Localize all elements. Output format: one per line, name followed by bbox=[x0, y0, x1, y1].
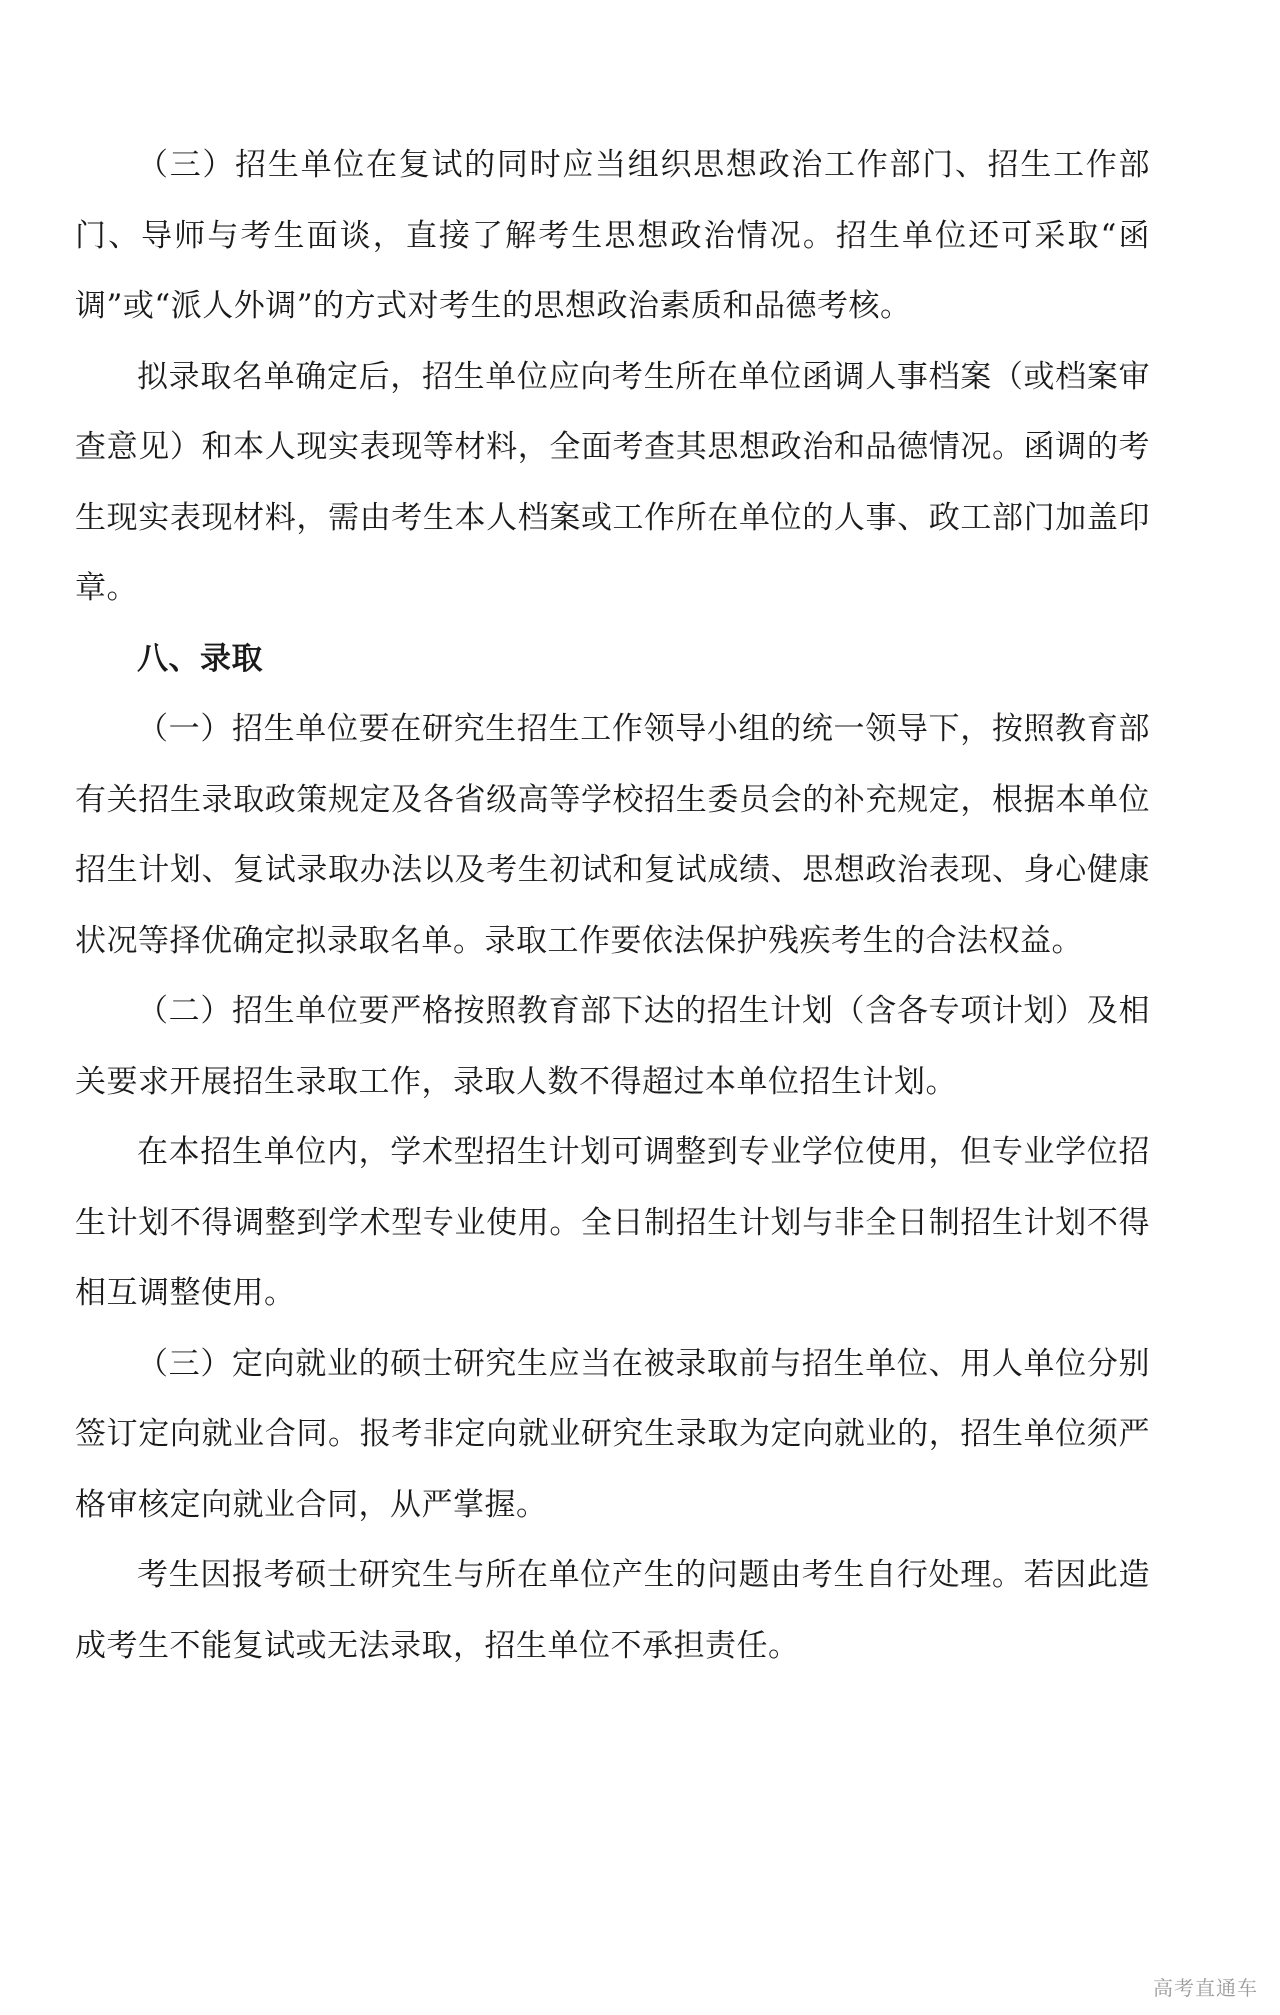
watermark-text: 高考直通车 bbox=[1153, 1976, 1258, 2000]
paragraph-interview-political-check: （三）招生单位在复试的同时应当组织思想政治工作部门、招生工作部门、导师与考生面谈，直接了解考生思想政治情况。招生单位还可采取“函调”或“派人外调”的方式对考生的思想政治素质和品德考核。 bbox=[75, 147, 1150, 324]
paragraph-admission-leadership: （一）招生单位要在研究生招生工作领导小组的统一领导下，按照教育部有关招生录取政策规定及各省级高等学校招生委员会的补充规定，根据本单位招生计划、复试录取办法以及考生初试和复试成绩、思想政治表现、身心健康状况等择优确定拟录取名单。录取工作要依法保护残疾考生的合法权益。 bbox=[75, 711, 1150, 959]
paragraph-plan-adjustment: 在本招生单位内，学术型招生计划可调整到专业学位使用，但专业学位招生计划不得调整到学术型专业使用。全日制招生计划与非全日制招生计划不得相互调整使用。 bbox=[75, 1134, 1150, 1311]
paragraph-directed-employment: （三）定向就业的硕士研究生应当在被录取前与招生单位、用人单位分别签订定向就业合同。报考非定向就业研究生录取为定向就业的，招生单位须严格审核定向就业合同，从严掌握。 bbox=[75, 1345, 1150, 1523]
paragraph-candidate-responsibility: 考生因报考硕士研究生与所在单位产生的问题由考生自行处理。若因此造成考生不能复试或无法录取，招生单位不承担责任。 bbox=[75, 1557, 1150, 1664]
document-body bbox=[75, 130, 1150, 1681]
section-heading-admission: 八、录取 bbox=[137, 640, 263, 677]
paragraph-admission-plan: （二）招生单位要严格按照教育部下达的招生计划（含各专项计划）及相关要求开展招生录取工作，录取人数不得超过本单位招生计划。 bbox=[75, 993, 1150, 1100]
paragraph-archive-review: 拟录取名单确定后，招生单位应向考生所在单位函调人事档案（或档案审查意见）和本人现实表现等材料，全面考查其思想政治和品德情况。函调的考生现实表现材料，需由考生本人档案或工作所在单位的人事、政工部门加盖印章。 bbox=[75, 358, 1150, 606]
